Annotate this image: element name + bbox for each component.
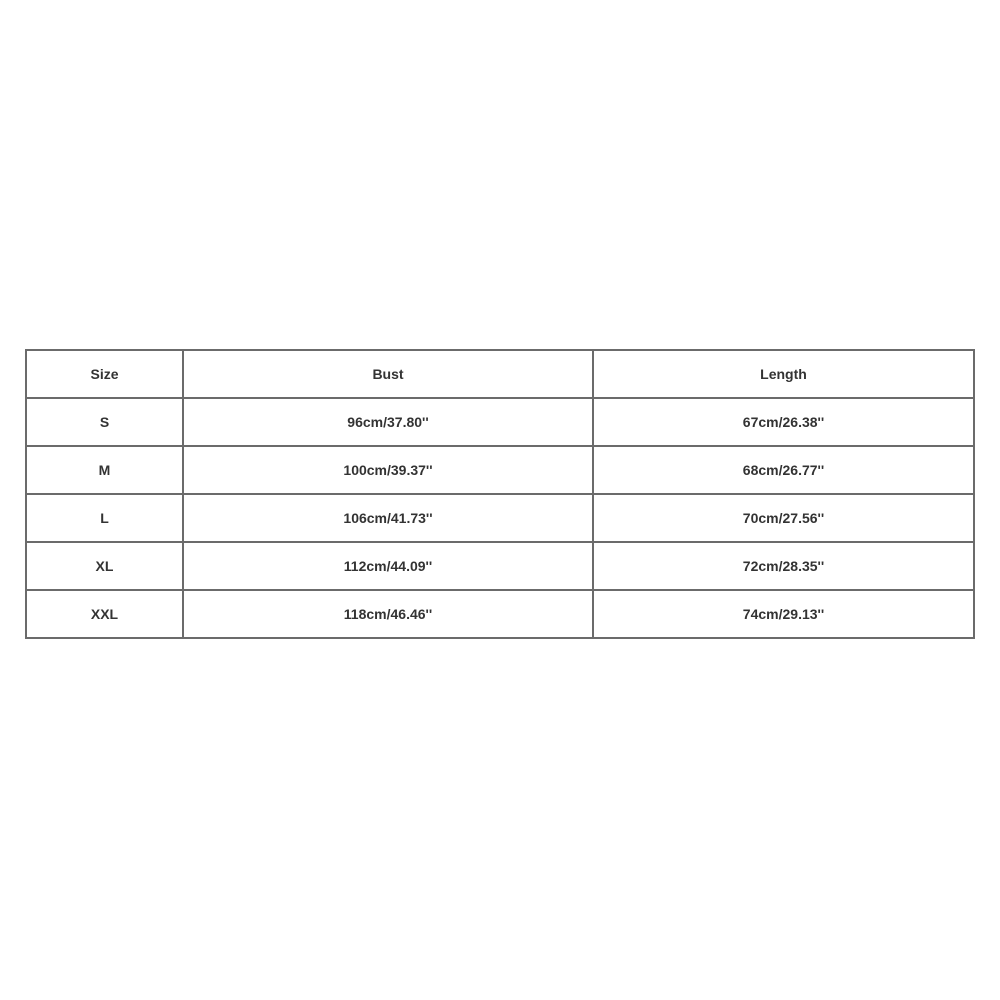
size-cell: L: [26, 494, 183, 542]
table-row: [26, 446, 974, 494]
bust-cell: 96cm/37.80'': [183, 398, 593, 446]
bust-cell: 118cm/46.46'': [183, 590, 593, 638]
length-cell: 68cm/26.77'': [593, 446, 974, 494]
table-row: [26, 494, 974, 542]
bust-cell: 100cm/39.37'': [183, 446, 593, 494]
length-cell: 70cm/27.56'': [593, 494, 974, 542]
bust-cell: 106cm/41.73'': [183, 494, 593, 542]
table-row: [26, 542, 974, 590]
header-bust: Bust: [183, 350, 593, 398]
length-cell: 74cm/29.13'': [593, 590, 974, 638]
length-cell: 72cm/28.35'': [593, 542, 974, 590]
size-cell: M: [26, 446, 183, 494]
bust-cell: 112cm/44.09'': [183, 542, 593, 590]
table-row: [26, 590, 974, 638]
size-cell: XXL: [26, 590, 183, 638]
size-cell: S: [26, 398, 183, 446]
table-row: [26, 398, 974, 446]
header-size: Size: [26, 350, 183, 398]
size-cell: XL: [26, 542, 183, 590]
header-length: Length: [593, 350, 974, 398]
size-chart-table: [25, 349, 975, 639]
length-cell: 67cm/26.38'': [593, 398, 974, 446]
table-header-row: [26, 350, 974, 398]
